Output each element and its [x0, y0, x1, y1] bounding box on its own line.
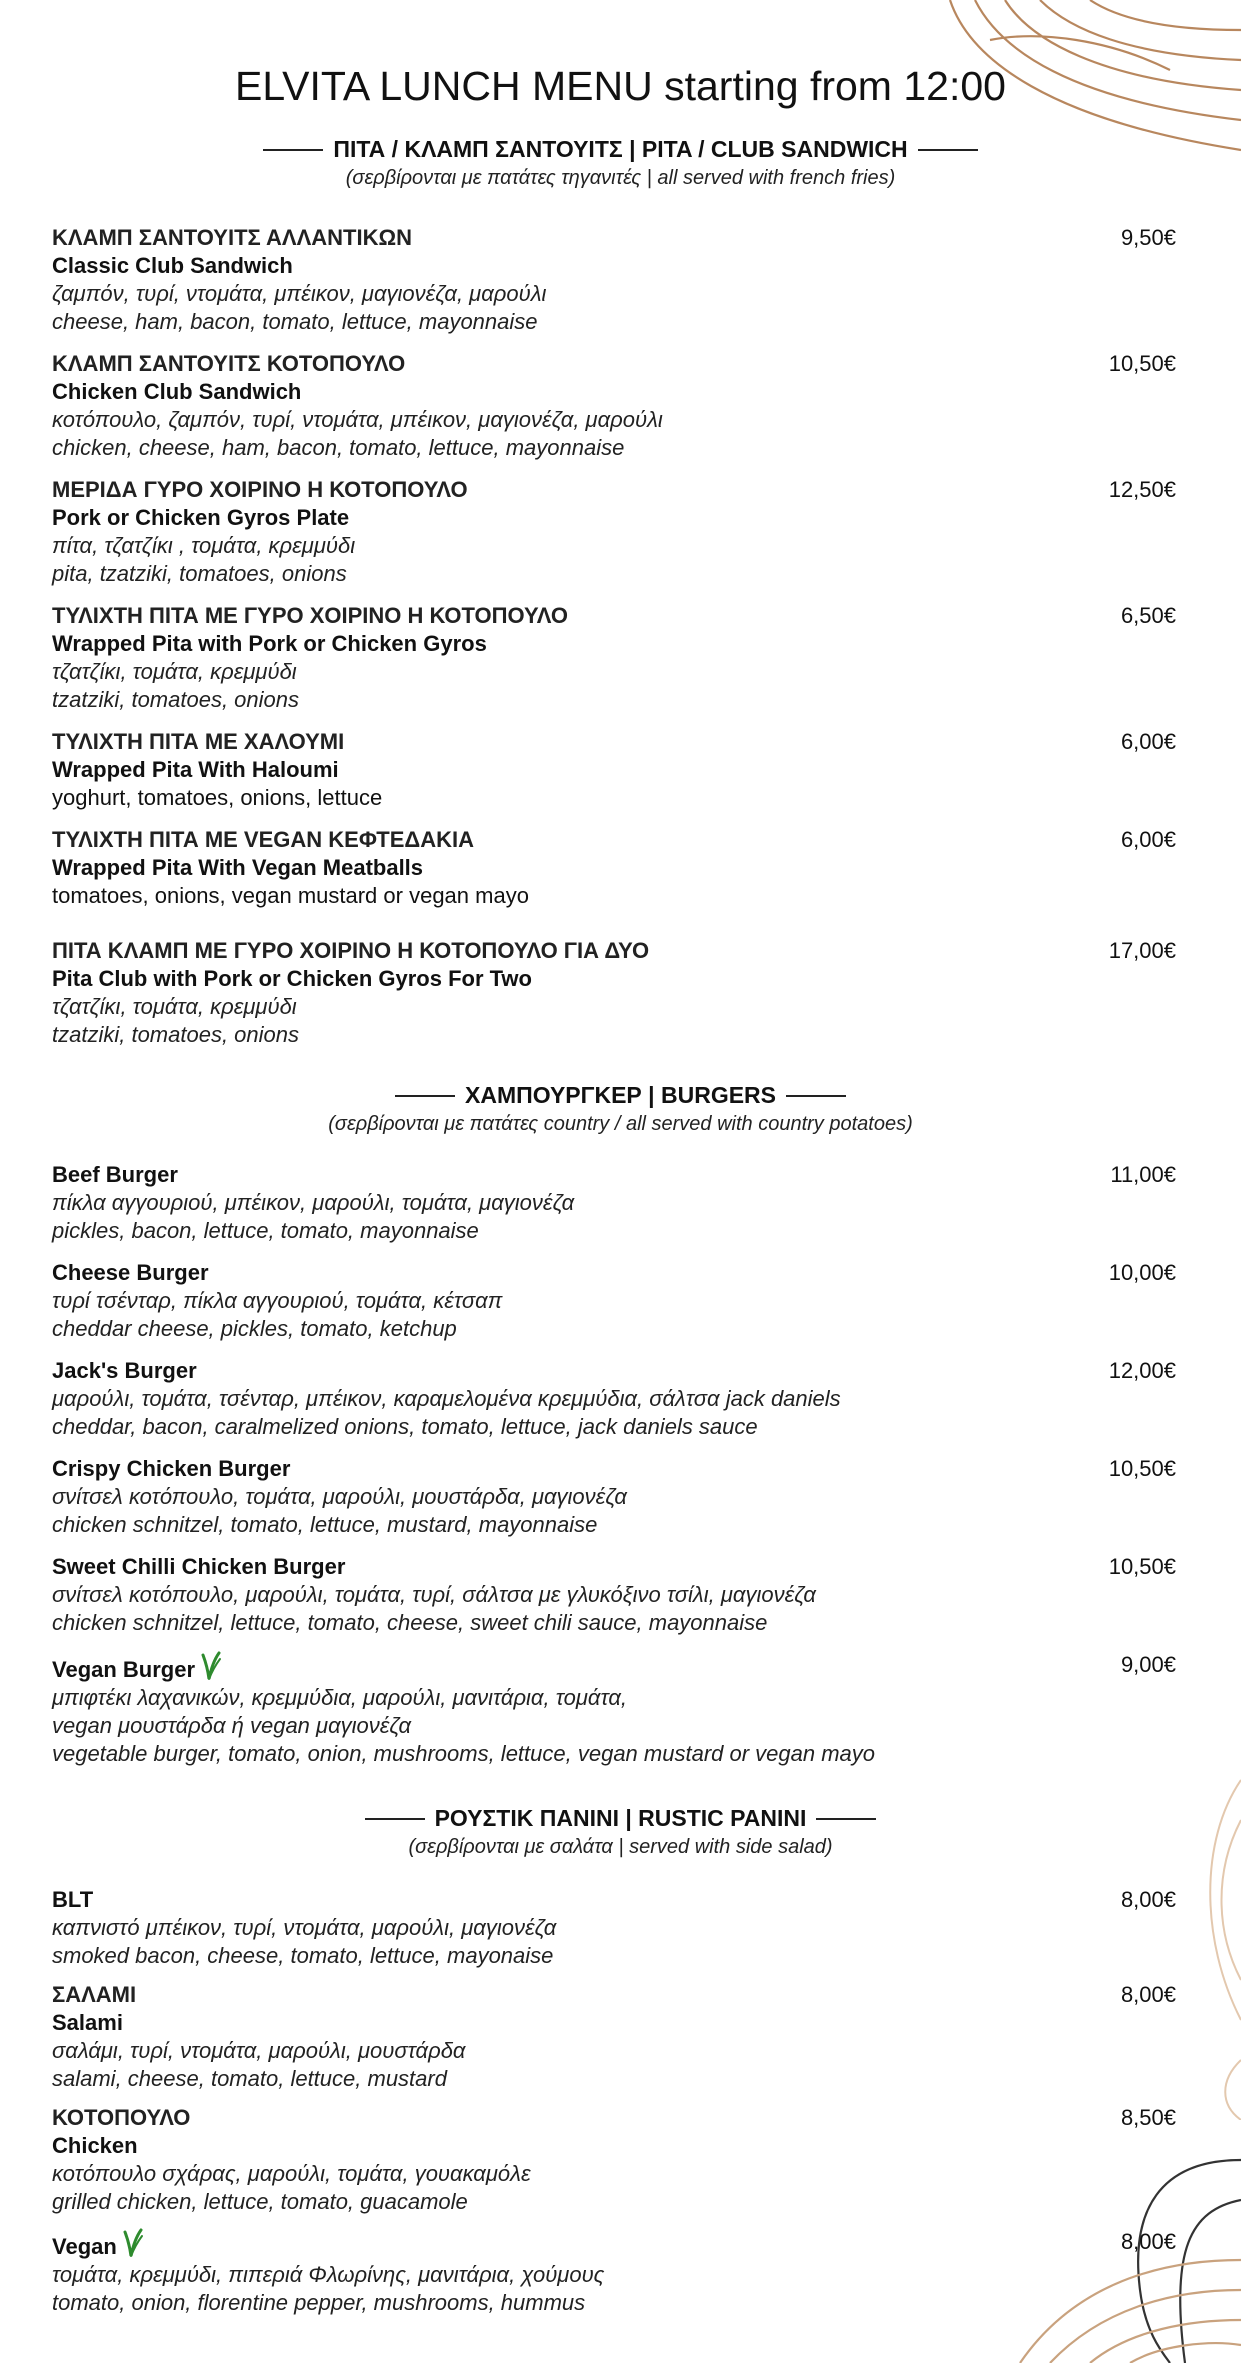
item-price: 17,00€	[1108, 938, 1176, 963]
item-desc-greek: ζαμπόν, τυρί, ντομάτα, μπέικον, μαγιονέζα, μαρούλι	[52, 281, 547, 306]
item-desc-greek: τυρί τσένταρ, πίκλα αγγουριού, τομάτα, κέτσαπ	[52, 1288, 503, 1313]
item-desc-greek: κοτόπουλο σχάρας, μαρούλι, τομάτα, γουακαμόλε	[52, 2161, 531, 2186]
menu-item	[52, 2228, 1192, 2317]
menu-item	[52, 1981, 1192, 2093]
item-desc-english: chicken, cheese, ham, bacon, tomato, lettuce, mayonnaise	[52, 435, 625, 460]
item-desc-greek: πίτα, τζατζίκι , τομάτα, κρεμμύδι	[52, 533, 356, 558]
section-title: ΡΟΥΣΤΙΚ ΠΑΝΙΝΙ | RUSTIC PANINI	[434, 1805, 807, 1831]
item-english-title: Pork or Chicken Gyros Plate	[52, 505, 350, 530]
item-english-title: Wrapped Pita with Pork or Chicken Gyros	[52, 631, 487, 656]
item-price: 8,00€	[1120, 1887, 1176, 1912]
section-title: ΠΙΤΑ / ΚΛΑΜΠ ΣΑΝΤΟΥΙΤΣ | PITA / CLUB SANDWICH	[333, 136, 908, 162]
item-desc-greek: καπνιστό μπέικον, τυρί, ντομάτα, μαρούλι, μαγιονέζα	[52, 1915, 557, 1940]
divider	[816, 1818, 876, 1820]
item-english-title: Crispy Chicken Burger	[52, 1456, 291, 1481]
item-greek-title: ΤΥΛΙΧΤΗ ΠΙΤΑ ΜΕ ΧΑΛΟΥΜΙ	[52, 729, 345, 754]
item-price: 10,50€	[1108, 1456, 1176, 1481]
item-english-title: Pita Club with Pork or Chicken Gyros For Two	[52, 966, 532, 991]
menu-item	[52, 1553, 1192, 1637]
item-desc-english: vegetable burger, tomato, onion, mushrooms, lettuce, vegan mustard or vegan mayo	[52, 1741, 876, 1766]
section-subtitle: (σερβίρονται με πατάτες τηγανιτές | all served with french fries)	[345, 167, 896, 189]
item-desc-greek: σνίτσελ κοτόπουλο, τομάτα, μαρούλι, μουστάρδα, μαγιονέζα	[52, 1484, 627, 1509]
item-desc-english: cheddar, bacon, caralmelized onions, tomato, lettuce, jack daniels sauce	[52, 1414, 758, 1439]
section-title: ΧΑΜΠΟΥΡΓΚΕΡ | BURGERS	[465, 1082, 776, 1108]
item-desc-greek: μπιφτέκι λαχανικών, κρεμμύδια, μαρούλι, μανιτάρια, τομάτα,	[52, 1685, 628, 1710]
item-english-title: Classic Club Sandwich	[52, 253, 293, 278]
item-greek-title: ΠΙΤΑ ΚΛΑΜΠ ΜΕ ΓΥΡΟ ΧΟΙΡΙΝΟ Η ΚΟΤΟΠΟΥΛΟ ΓΙΑ ΔΥΟ	[52, 938, 650, 963]
item-desc-greek: πίκλα αγγουριού, μπέικον, μαρούλι, τομάτα, μαγιονέζα	[52, 1190, 575, 1215]
item-greek-title: ΚΟΤΟΠΟΥΛΟ	[52, 2105, 191, 2130]
menu-item	[52, 1259, 1192, 1343]
item-english-title: Jack's Burger	[52, 1358, 197, 1383]
section-header-pita	[0, 136, 1241, 190]
item-desc-english: yoghurt, tomatoes, onions, lettuce	[52, 785, 383, 810]
menu-item	[52, 602, 1192, 714]
item-english-title: Sweet Chilli Chicken Burger	[52, 1554, 346, 1579]
item-price: 10,50€	[1108, 1554, 1176, 1579]
item-desc-greek: κοτόπουλο, ζαμπόν, τυρί, ντομάτα, μπέικον, μαγιονέζα, μαρούλι	[52, 407, 663, 432]
menu-item	[52, 1357, 1192, 1441]
item-desc-english: smoked bacon, cheese, tomato, lettuce, mayonaise	[52, 1943, 554, 1968]
divider	[918, 149, 978, 151]
item-desc-english: tzatziki, tomatoes, onions	[52, 687, 300, 712]
item-greek-title: ΜΕΡΙΔΑ ΓΥΡΟ ΧΟΙΡΙΝΟ Η ΚΟΤΟΠΟΥΛΟ	[52, 477, 468, 502]
section-subtitle: (σερβίρονται με σαλάτα | served with side salad)	[408, 1836, 833, 1858]
item-desc-greek: τζατζίκι, τομάτα, κρεμμύδι	[52, 994, 297, 1019]
item-price: 8,00€	[1120, 1982, 1176, 2007]
section-subtitle: (σερβίρονται με πατάτες country / all served with country potatoes)	[328, 1113, 913, 1135]
leaf-icon	[199, 1651, 221, 1681]
item-greek-title: ΤΥΛΙΧΤΗ ΠΙΤΑ ΜΕ ΓΥΡΟ ΧΟΙΡΙΝΟ Η ΚΟΤΟΠΟΥΛΟ	[52, 603, 568, 628]
item-price: 12,00€	[1108, 1358, 1176, 1383]
divider	[365, 1818, 425, 1820]
item-price: 8,50€	[1120, 2105, 1176, 2130]
item-desc-english: pita, tzatziki, tomatoes, onions	[52, 561, 347, 586]
item-english-title: Vegan	[52, 2234, 117, 2259]
item-price: 10,50€	[1108, 351, 1176, 376]
menu-item	[52, 1161, 1192, 1245]
menu-item	[52, 1886, 1192, 1970]
item-greek-title: ΣΑΛΑΜΙ	[52, 1982, 137, 2007]
menu-item	[52, 476, 1192, 588]
item-desc-english: cheddar cheese, pickles, tomato, ketchup	[52, 1316, 457, 1341]
menu-title: ELVITA LUNCH MENU starting from 12:00	[235, 63, 1006, 110]
item-english-title: Wrapped Pita With Haloumi	[52, 757, 339, 782]
item-english-title: Vegan Burger	[52, 1657, 196, 1682]
menu-item	[52, 2104, 1192, 2216]
item-english-title: Wrapped Pita With Vegan Meatballs	[52, 855, 424, 880]
item-greek-title: ΚΛΑΜΠ ΣΑΝΤΟΥΙΤΣ ΑΛΛΑΝΤΙΚΩΝ	[52, 225, 412, 250]
item-desc-english: chicken schnitzel, lettuce, tomato, cheese, sweet chili sauce, mayonnaise	[52, 1610, 768, 1635]
item-english-title: Chicken Club Sandwich	[52, 379, 302, 404]
item-english-title-row	[52, 1651, 1192, 1684]
item-price: 6,00€	[1120, 729, 1176, 754]
item-price: 6,50€	[1120, 603, 1176, 628]
item-desc-greek: τομάτα, κρεμμύδι, πιπεριά Φλωρίνης, μανιτάρια, χούμους	[52, 2262, 605, 2287]
item-desc-greek: σνίτσελ κοτόπουλο, μαρούλι, τομάτα, τυρί, σάλτσα με γλυκόξινο τσίλι, μαγιονέζα	[52, 1582, 816, 1607]
item-desc-greek: μαρούλι, τομάτα, τσένταρ, μπέικον, καραμελομένα κρεμμύδια, σάλτσα jack daniels	[52, 1386, 841, 1411]
item-greek-title: ΚΛΑΜΠ ΣΑΝΤΟΥΙΤΣ ΚΟΤΟΠΟΥΛΟ	[52, 351, 406, 376]
menu-item	[52, 728, 1192, 812]
menu-item	[52, 937, 1192, 1049]
item-english-title: Chicken	[52, 2133, 138, 2158]
item-desc-english: grilled chicken, lettuce, tomato, guacamole	[52, 2189, 468, 2214]
item-desc-english: tomato, onion, florentine pepper, mushrooms, hummus	[52, 2290, 586, 2315]
section-header-panini	[0, 1805, 1241, 1859]
section-header-burgers	[0, 1082, 1241, 1136]
menu-item	[52, 224, 1192, 336]
item-english-title: Cheese Burger	[52, 1260, 209, 1285]
item-price: 8,00€	[1120, 2229, 1176, 2254]
item-price: 12,50€	[1108, 477, 1176, 502]
menu-item	[52, 1651, 1192, 1768]
item-desc-english: tomatoes, onions, vegan mustard or vegan mayo	[52, 883, 529, 908]
divider	[395, 1095, 455, 1097]
leaf-icon	[121, 2228, 143, 2258]
item-desc-greek: σαλάμι, τυρί, ντομάτα, μαρούλι, μουστάρδα	[52, 2038, 466, 2063]
item-english-title: BLT	[52, 1887, 94, 1912]
item-english-title: Salami	[52, 2010, 123, 2035]
item-greek-title: ΤΥΛΙΧΤΗ ΠΙΤΑ ΜΕ VEGAN ΚΕΦΤΕΔΑΚΙΑ	[52, 827, 475, 852]
item-english-title-row	[52, 2228, 1192, 2261]
item-english-title: Beef Burger	[52, 1162, 178, 1187]
item-price: 9,50€	[1120, 225, 1176, 250]
item-desc-english: pickles, bacon, lettuce, tomato, mayonnaise	[52, 1218, 479, 1243]
item-desc-greek-2: vegan μουστάρδα ή vegan μαγιονέζα	[52, 1713, 412, 1738]
menu-item	[52, 350, 1192, 462]
item-desc-english: salami, cheese, tomato, lettuce, mustard	[52, 2066, 447, 2091]
item-desc-english: tzatziki, tomatoes, onions	[52, 1022, 300, 1047]
menu-item	[52, 826, 1192, 910]
item-price: 6,00€	[1120, 827, 1176, 852]
item-desc-english: cheese, ham, bacon, tomato, lettuce, mayonnaise	[52, 309, 538, 334]
divider	[786, 1095, 846, 1097]
divider	[263, 149, 323, 151]
item-price: 9,00€	[1120, 1652, 1176, 1677]
menu-item	[52, 1455, 1192, 1539]
item-desc-greek: τζατζίκι, τομάτα, κρεμμύδι	[52, 659, 297, 684]
item-price: 10,00€	[1108, 1260, 1176, 1285]
item-price: 11,00€	[1110, 1162, 1176, 1187]
item-desc-english: chicken schnitzel, tomato, lettuce, mustard, mayonnaise	[52, 1512, 598, 1537]
